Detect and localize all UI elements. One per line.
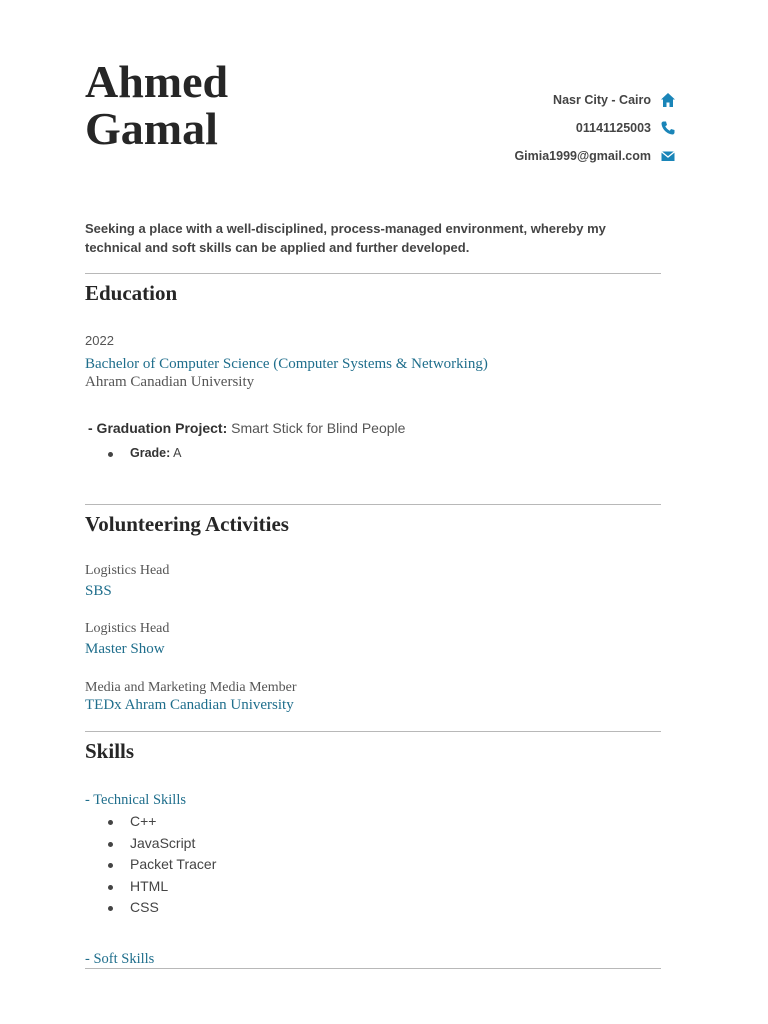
phone-icon	[660, 120, 676, 136]
grade-list	[85, 443, 181, 465]
soft-skills-label: - Soft Skills	[85, 951, 155, 967]
volunteer-org: SBS	[85, 583, 112, 599]
contact-email	[514, 146, 676, 166]
list-item: HTML	[85, 876, 216, 898]
volunteer-org: Master Show	[85, 641, 165, 657]
contact-address	[553, 90, 676, 110]
education-degree: Bachelor of Computer Science (Computer Systems & Networking)	[85, 356, 488, 372]
list-item: CSS	[85, 897, 216, 919]
email-text: Gimia1999@gmail.com	[514, 149, 651, 163]
divider	[85, 504, 661, 505]
education-heading: Education	[85, 281, 178, 305]
graduation-project	[88, 420, 405, 436]
skills-heading: Skills	[85, 739, 135, 763]
objective-text: Seeking a place with a well-disciplined, process-managed environment, whereby my technical and soft skills can be applied and further developed.	[85, 221, 606, 255]
education-year: 2022	[85, 333, 114, 348]
address-text: Nasr City - Cairo	[553, 93, 651, 107]
education-university: Ahram Canadian University	[85, 374, 255, 390]
graduation-project-label: - Graduation Project:	[88, 420, 228, 436]
list-item: JavaScript	[85, 833, 216, 855]
divider	[85, 273, 661, 274]
list-item: Packet Tracer	[85, 854, 216, 876]
volunteering-heading: Volunteering Activities	[85, 512, 289, 536]
volunteer-role: Media and Marketing Media Member	[85, 680, 297, 695]
volunteer-role: Logistics Head	[85, 563, 170, 578]
envelope-icon	[660, 148, 676, 164]
first-name: Ahmed	[85, 56, 229, 107]
list-item	[85, 443, 181, 465]
list-item: C++	[85, 811, 216, 833]
divider	[85, 968, 661, 969]
divider	[85, 731, 661, 732]
technical-skills-label: - Technical Skills	[85, 792, 187, 808]
last-name: Gamal	[85, 103, 218, 154]
grade-label: Grade:	[130, 446, 171, 460]
contact-phone	[576, 118, 676, 138]
graduation-project-value: Smart Stick for Blind People	[227, 420, 406, 436]
technical-skills-list	[85, 811, 216, 919]
volunteer-role: Logistics Head	[85, 621, 170, 636]
home-icon	[660, 92, 676, 108]
volunteer-org: TEDx Ahram Canadian University	[85, 697, 294, 713]
phone-text: 01141125003	[575, 121, 651, 135]
grade-value: A	[170, 446, 182, 460]
